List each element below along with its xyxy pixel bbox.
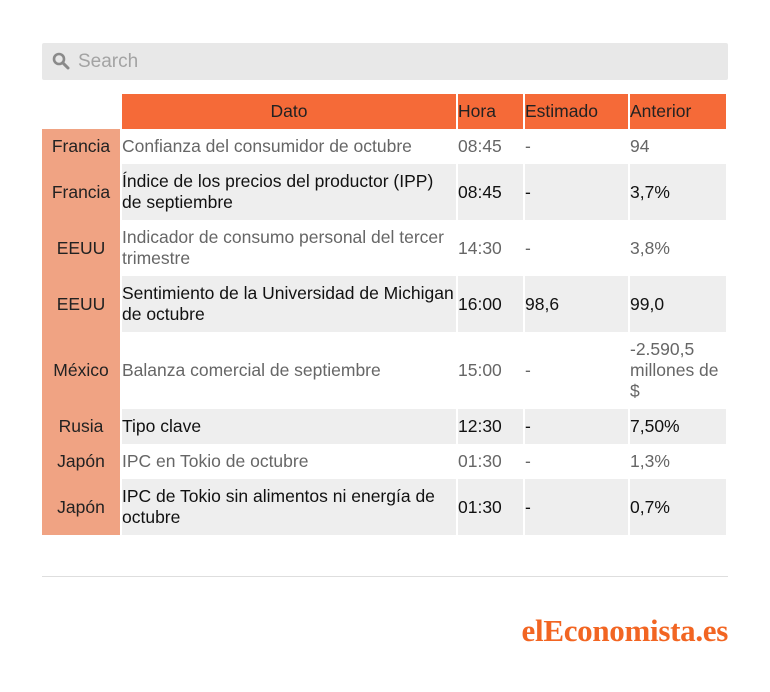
anterior-cell: 99,0 — [630, 276, 728, 332]
hora-cell: 15:00 — [458, 332, 525, 409]
estimado-cell: - — [525, 220, 630, 276]
dato-cell: IPC en Tokio de octubre — [122, 444, 458, 479]
hora-cell: 01:30 — [458, 444, 525, 479]
country-cell: Japón — [42, 479, 122, 535]
table-row — [42, 479, 728, 535]
anterior-cell: 3,7% — [630, 164, 728, 220]
header-dato[interactable]: Dato — [122, 94, 458, 129]
country-cell: EEUU — [42, 276, 122, 332]
header-blank — [42, 94, 122, 129]
dato-cell: Indicador de consumo personal del tercer trimestre — [122, 220, 458, 276]
divider — [42, 576, 728, 577]
estimado-cell: - — [525, 409, 630, 444]
estimado-cell: - — [525, 332, 630, 409]
dato-cell: Tipo clave — [122, 409, 458, 444]
hora-cell: 08:45 — [458, 164, 525, 220]
hora-cell: 16:00 — [458, 276, 525, 332]
hora-cell: 14:30 — [458, 220, 525, 276]
search-icon — [52, 52, 70, 70]
hora-cell: 01:30 — [458, 479, 525, 535]
header-estimado[interactable]: Estimado — [525, 94, 630, 129]
hora-cell: 12:30 — [458, 409, 525, 444]
estimado-cell: 98,6 — [525, 276, 630, 332]
header-hora[interactable]: Hora — [458, 94, 525, 129]
search-input[interactable] — [76, 46, 720, 78]
dato-cell: Sentimiento de la Universidad de Michigan de octubre — [122, 276, 458, 332]
table-row — [42, 129, 728, 164]
estimado-cell: - — [525, 444, 630, 479]
table-row — [42, 444, 728, 479]
anterior-cell: 0,7% — [630, 479, 728, 535]
anterior-cell: 1,3% — [630, 444, 728, 479]
table-row — [42, 409, 728, 444]
anterior-cell: 3,8% — [630, 220, 728, 276]
table-row — [42, 164, 728, 220]
estimado-cell: - — [525, 164, 630, 220]
dato-cell: Confianza del consumidor de octubre — [122, 129, 458, 164]
header-anterior[interactable]: Anterior — [630, 94, 728, 129]
country-cell: Japón — [42, 444, 122, 479]
anterior-cell: 7,50% — [630, 409, 728, 444]
table-row — [42, 332, 728, 409]
country-cell: México — [42, 332, 122, 409]
country-cell: EEUU — [42, 220, 122, 276]
eleconomista-logo[interactable]: elEconomista.es — [521, 613, 728, 648]
dato-cell: Balanza comercial de septiembre — [122, 332, 458, 409]
country-cell: Rusia — [42, 409, 122, 444]
hora-cell: 08:45 — [458, 129, 525, 164]
table-row — [42, 276, 728, 332]
economic-calendar-table — [42, 94, 728, 535]
table-row — [42, 220, 728, 276]
estimado-cell: - — [525, 129, 630, 164]
estimado-cell: - — [525, 479, 630, 535]
anterior-cell: -2.590,5 millones de $ — [630, 332, 728, 409]
country-cell: Francia — [42, 164, 122, 220]
anterior-cell: 94 — [630, 129, 728, 164]
dato-cell: Índice de los precios del productor (IPP) de septiembre — [122, 164, 458, 220]
country-cell: Francia — [42, 129, 122, 164]
table-header-row — [42, 94, 728, 129]
dato-cell: IPC de Tokio sin alimentos ni energía de octubre — [122, 479, 458, 535]
